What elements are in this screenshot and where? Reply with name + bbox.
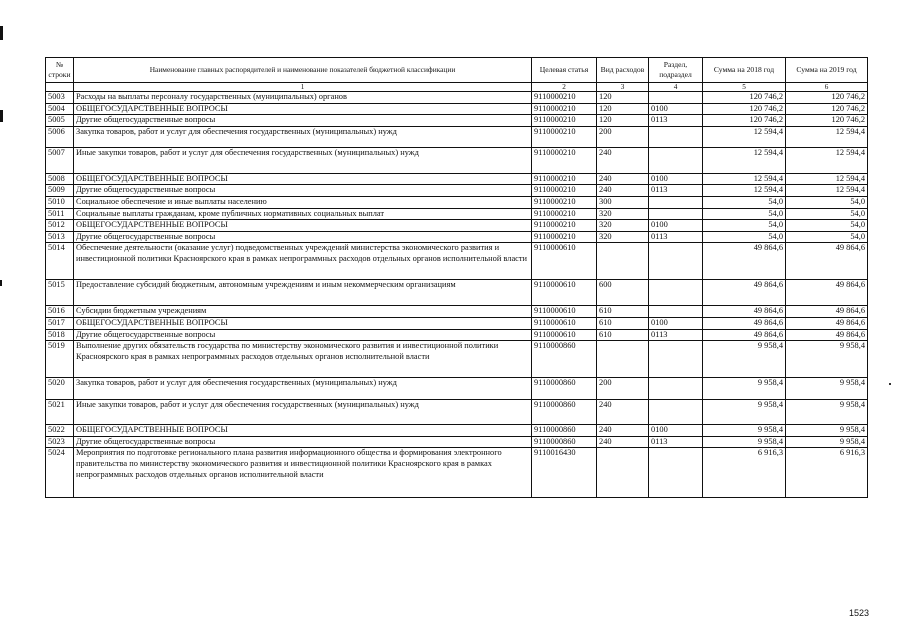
sum-2019: 120 746,2	[786, 115, 868, 127]
table-row	[46, 425, 868, 437]
target-article: 9110000210	[532, 92, 597, 104]
target-article: 9110000860	[532, 341, 597, 378]
row-number: 5023	[46, 436, 74, 448]
row-name: Расходы на выплаты персоналу государственных (муниципальных) органов	[74, 92, 532, 104]
sum-2018: 49 864,6	[703, 243, 786, 280]
sum-2018: 120 746,2	[703, 103, 786, 115]
target-article: 9110000860	[532, 400, 597, 425]
column-number: 2	[532, 83, 597, 92]
table-row	[46, 280, 868, 306]
row-number: 5011	[46, 208, 74, 220]
row-number: 5015	[46, 280, 74, 306]
row-number: 5022	[46, 425, 74, 437]
section-code: 0113	[649, 231, 703, 243]
target-article: 9110000210	[532, 103, 597, 115]
expense-kind: 120	[597, 103, 649, 115]
target-article: 9110000210	[532, 208, 597, 220]
sum-2018: 9 958,4	[703, 436, 786, 448]
row-name: Иные закупки товаров, работ и услуг для обеспечения государственных (муниципальных) нужд	[74, 400, 532, 425]
table-row	[46, 400, 868, 425]
sum-2019: 54,0	[786, 208, 868, 220]
target-article: 9110000210	[532, 231, 597, 243]
target-article: 9110000610	[532, 317, 597, 329]
row-name: Другие общегосударственные вопросы	[74, 231, 532, 243]
target-article: 9110000210	[532, 115, 597, 127]
row-name: Иные закупки товаров, работ и услуг для обеспечения государственных (муниципальных) нужд	[74, 147, 532, 173]
table-row	[46, 115, 868, 127]
section-code	[649, 448, 703, 498]
row-number: 5019	[46, 341, 74, 378]
table-row	[46, 92, 868, 104]
table-row	[46, 317, 868, 329]
sum-2018: 54,0	[703, 231, 786, 243]
table-body	[46, 83, 868, 498]
expense-kind: 120	[597, 92, 649, 104]
target-article: 9110000210	[532, 126, 597, 147]
sum-2019: 49 864,6	[786, 317, 868, 329]
row-number: 5024	[46, 448, 74, 498]
section-code: 0100	[649, 317, 703, 329]
row-name: Мероприятия по подготовке регионального плана развития информационного общества и формирования электронного правительства по министерству экономического развития и инвестиционной политики Красноярского края в рамках непрограммных расходов отдельных органов исполнительной власти	[74, 448, 532, 498]
sum-2018: 49 864,6	[703, 306, 786, 318]
row-name: Другие общегосударственные вопросы	[74, 436, 532, 448]
expense-kind: 240	[597, 436, 649, 448]
sum-2019: 9 958,4	[786, 341, 868, 378]
sum-2018: 49 864,6	[703, 317, 786, 329]
target-article: 9110000210	[532, 147, 597, 173]
sum-2019: 6 916,3	[786, 448, 868, 498]
target-article: 9110000860	[532, 425, 597, 437]
table-row	[46, 220, 868, 232]
sum-2018: 9 958,4	[703, 400, 786, 425]
scan-edge-mark	[0, 26, 3, 40]
sum-2019: 54,0	[786, 231, 868, 243]
row-number: 5004	[46, 103, 74, 115]
row-number: 5010	[46, 196, 74, 208]
section-code	[649, 243, 703, 280]
row-number: 5007	[46, 147, 74, 173]
expense-kind: 240	[597, 425, 649, 437]
row-number: 5003	[46, 92, 74, 104]
section-code	[649, 126, 703, 147]
row-name: Социальное обеспечение и иные выплаты населению	[74, 196, 532, 208]
column-number: 3	[597, 83, 649, 92]
sum-2019: 12 594,4	[786, 185, 868, 197]
sum-2019: 49 864,6	[786, 329, 868, 341]
expense-kind: 600	[597, 280, 649, 306]
section-code	[649, 147, 703, 173]
row-name: Предоставление субсидий бюджетным, автономным учреждениям и иным некоммерческим организациям	[74, 280, 532, 306]
expense-kind: 240	[597, 147, 649, 173]
sum-2019: 54,0	[786, 196, 868, 208]
header-section: Раздел, подраздел	[649, 58, 703, 83]
row-number: 5008	[46, 173, 74, 185]
table-row	[46, 306, 868, 318]
expense-kind: 320	[597, 220, 649, 232]
sum-2018: 54,0	[703, 208, 786, 220]
sum-2018: 54,0	[703, 196, 786, 208]
header-name: Наименование главных распорядителей и наименование показателей бюджетной классификации	[74, 58, 532, 83]
row-number: 5005	[46, 115, 74, 127]
sum-2019: 12 594,4	[786, 126, 868, 147]
sum-2018: 12 594,4	[703, 126, 786, 147]
expense-kind: 240	[597, 400, 649, 425]
section-code: 0113	[649, 115, 703, 127]
header-target-article: Целевая статья	[532, 58, 597, 83]
table-row	[46, 378, 868, 400]
target-article: 9110000610	[532, 280, 597, 306]
sum-2019: 9 958,4	[786, 400, 868, 425]
section-code: 0100	[649, 173, 703, 185]
section-code: 0100	[649, 425, 703, 437]
section-code	[649, 400, 703, 425]
row-number: 5017	[46, 317, 74, 329]
sum-2018: 9 958,4	[703, 378, 786, 400]
table-row	[46, 126, 868, 147]
sum-2018: 12 594,4	[703, 173, 786, 185]
sum-2018: 12 594,4	[703, 147, 786, 173]
sum-2019: 54,0	[786, 220, 868, 232]
sum-2019: 9 958,4	[786, 436, 868, 448]
expense-kind: 120	[597, 115, 649, 127]
sum-2018: 120 746,2	[703, 115, 786, 127]
table-row	[46, 196, 868, 208]
table-row	[46, 329, 868, 341]
row-name: Другие общегосударственные вопросы	[74, 329, 532, 341]
column-number	[46, 83, 74, 92]
section-code: 0100	[649, 103, 703, 115]
row-name: Закупка товаров, работ и услуг для обеспечения государственных (муниципальных) нужд	[74, 378, 532, 400]
scan-dot-mark	[889, 383, 891, 385]
target-article: 9110016430	[532, 448, 597, 498]
section-code	[649, 280, 703, 306]
sum-2018: 49 864,6	[703, 280, 786, 306]
row-name: Другие общегосударственные вопросы	[74, 115, 532, 127]
sum-2019: 49 864,6	[786, 306, 868, 318]
row-name: Выполнение других обязательств государства по министерству экономического развития и инвестиционной политики Красноярского края в рамках непрограммных расходов отдельных органов исполнительной власти	[74, 341, 532, 378]
page-number: 1523	[848, 608, 869, 618]
sum-2019: 9 958,4	[786, 378, 868, 400]
section-code	[649, 341, 703, 378]
target-article: 9110000210	[532, 173, 597, 185]
expense-kind: 240	[597, 185, 649, 197]
target-article: 9110000210	[532, 185, 597, 197]
expense-kind	[597, 243, 649, 280]
row-number: 5012	[46, 220, 74, 232]
section-code	[649, 208, 703, 220]
target-article: 9110000210	[532, 196, 597, 208]
row-name: ОБЩЕГОСУДАРСТВЕННЫЕ ВОПРОСЫ	[74, 173, 532, 185]
table-row	[46, 448, 868, 498]
table-row	[46, 231, 868, 243]
expense-kind: 300	[597, 196, 649, 208]
expense-kind	[597, 341, 649, 378]
expense-kind: 200	[597, 378, 649, 400]
sum-2018: 54,0	[703, 220, 786, 232]
row-number: 5009	[46, 185, 74, 197]
scan-edge-mark	[0, 280, 2, 286]
sum-2019: 49 864,6	[786, 243, 868, 280]
row-name: Субсидии бюджетным учреждениям	[74, 306, 532, 318]
table-row	[46, 208, 868, 220]
header-row	[46, 58, 868, 83]
column-number: 6	[786, 83, 868, 92]
row-number: 5006	[46, 126, 74, 147]
row-name: Другие общегосударственные вопросы	[74, 185, 532, 197]
section-code	[649, 306, 703, 318]
section-code	[649, 92, 703, 104]
sum-2018: 120 746,2	[703, 92, 786, 104]
target-article: 9110000210	[532, 220, 597, 232]
table-row	[46, 173, 868, 185]
sum-2019: 9 958,4	[786, 425, 868, 437]
row-number: 5014	[46, 243, 74, 280]
section-code: 0100	[649, 220, 703, 232]
row-name: Обеспечение деятельности (оказание услуг) подведомственных учреждений министерства экономического развития и инвестиционной политики Красноярского края в рамках непрограммных расходов отдельных органов исполнительной власти	[74, 243, 532, 280]
expense-kind: 240	[597, 173, 649, 185]
row-name: Социальные выплаты гражданам, кроме публичных нормативных социальных выплат	[74, 208, 532, 220]
table-row	[46, 185, 868, 197]
expense-kind: 610	[597, 329, 649, 341]
row-name: Закупка товаров, работ и услуг для обеспечения государственных (муниципальных) нужд	[74, 126, 532, 147]
row-number: 5021	[46, 400, 74, 425]
target-article: 9110000610	[532, 329, 597, 341]
budget-table	[45, 57, 868, 498]
row-number: 5016	[46, 306, 74, 318]
section-code: 0113	[649, 185, 703, 197]
sum-2019: 49 864,6	[786, 280, 868, 306]
header-sum-2018: Сумма на 2018 год	[703, 58, 786, 83]
sum-2018: 6 916,3	[703, 448, 786, 498]
sum-2018: 49 864,6	[703, 329, 786, 341]
scan-edge-mark	[0, 110, 3, 122]
section-code: 0113	[649, 329, 703, 341]
sum-2019: 12 594,4	[786, 147, 868, 173]
header-row-no: № строки	[46, 58, 74, 83]
header-expense-kind: Вид расходов	[597, 58, 649, 83]
column-number-row	[46, 83, 868, 92]
expense-kind	[597, 448, 649, 498]
sum-2019: 12 594,4	[786, 173, 868, 185]
section-code	[649, 196, 703, 208]
header-sum-2019: Сумма на 2019 год	[786, 58, 868, 83]
row-name: ОБЩЕГОСУДАРСТВЕННЫЕ ВОПРОСЫ	[74, 425, 532, 437]
sum-2018: 12 594,4	[703, 185, 786, 197]
table-row	[46, 243, 868, 280]
row-name: ОБЩЕГОСУДАРСТВЕННЫЕ ВОПРОСЫ	[74, 220, 532, 232]
expense-kind: 610	[597, 317, 649, 329]
sum-2018: 9 958,4	[703, 425, 786, 437]
table-row	[46, 341, 868, 378]
column-number: 4	[649, 83, 703, 92]
sum-2018: 9 958,4	[703, 341, 786, 378]
table-row	[46, 103, 868, 115]
sum-2019: 120 746,2	[786, 103, 868, 115]
section-code	[649, 378, 703, 400]
column-number: 1	[74, 83, 532, 92]
target-article: 9110000610	[532, 243, 597, 280]
row-number: 5018	[46, 329, 74, 341]
table-row	[46, 147, 868, 173]
sum-2019: 120 746,2	[786, 92, 868, 104]
expense-kind: 320	[597, 231, 649, 243]
row-number: 5020	[46, 378, 74, 400]
row-name: ОБЩЕГОСУДАРСТВЕННЫЕ ВОПРОСЫ	[74, 103, 532, 115]
target-article: 9110000860	[532, 436, 597, 448]
target-article: 9110000860	[532, 378, 597, 400]
column-number: 5	[703, 83, 786, 92]
row-name: ОБЩЕГОСУДАРСТВЕННЫЕ ВОПРОСЫ	[74, 317, 532, 329]
expense-kind: 610	[597, 306, 649, 318]
target-article: 9110000610	[532, 306, 597, 318]
table-row	[46, 436, 868, 448]
expense-kind: 320	[597, 208, 649, 220]
section-code: 0113	[649, 436, 703, 448]
row-number: 5013	[46, 231, 74, 243]
expense-kind: 200	[597, 126, 649, 147]
